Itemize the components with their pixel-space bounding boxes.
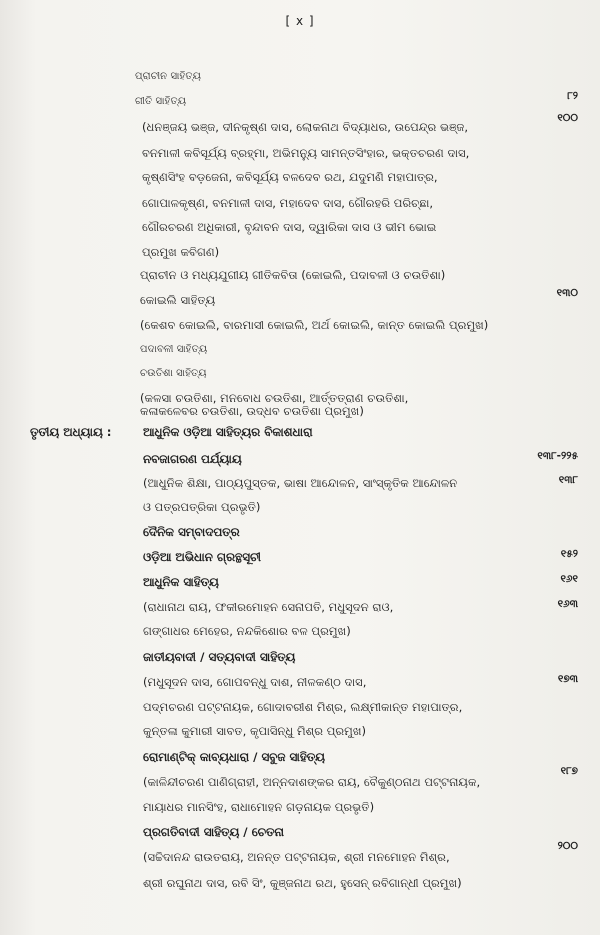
toc-entry: (କଳସା ଚଉତିଶା, ମନବୋଧ ଚଉତିଶା, ଆର୍ତ୍ତତ୍ରାଣ ଚଉତିଶା, bbox=[140, 391, 409, 405]
toc-heading: ରୋମାଣ୍ଟିକ୍ କାବ୍ୟଧାରା / ସବୁଜ ସାହିତ୍ୟ bbox=[143, 750, 325, 764]
toc-entry: କୋଇଲି ସାହିତ୍ୟ bbox=[140, 293, 216, 307]
toc-entry: ଗୌରଚରଣ ଅଧିକାରୀ, ବୃନ୍ଦାବନ ଦାସ, ଦ୍ୱାରିକା ଦାସ ଓ ଭୀମ ଭୋଇ bbox=[142, 220, 437, 234]
page-number: ୧୩୦ bbox=[556, 287, 578, 299]
page-number: ୨୦୦ bbox=[557, 840, 578, 852]
toc-heading: ଓଡ଼ିଆ ଅଭିଧାନ ଗ୍ରନ୍ଥସୂଚୀ bbox=[143, 550, 261, 564]
page-number: ୧୭୩ bbox=[557, 673, 578, 685]
toc-heading: ଜାତୀୟବାଦୀ / ସତ୍ୟବାଦୀ ସାହିତ୍ୟ bbox=[143, 650, 296, 664]
toc-entry: ପ୍ରାଚୀନ ଓ ମଧ୍ୟଯୁଗୀୟ ଗୀତିକବିତା (କୋଇଲି, ପଦାବଳୀ ଓ ଚଉତିଶା) bbox=[140, 268, 446, 282]
page-number: ୧୬୩ bbox=[557, 598, 578, 610]
toc-heading: ଦୈନିକ ସମ୍ବାଦପତ୍ର bbox=[143, 525, 240, 539]
chapter-title: ଆଧୁନିକ ଓଡ଼ିଆ ସାହିତ୍ୟର ବିକାଶଧାରା bbox=[143, 425, 313, 439]
toc-heading: ଆଧୁନିକ ସାହିତ୍ୟ bbox=[143, 575, 219, 589]
toc-entry: ଚଉତିଶା ସାହିତ୍ୟ bbox=[140, 368, 207, 379]
toc-entry: ବନମାଳୀ କବିସୂର୍ଯ୍ୟ ବ୍ରହ୍ମା, ଅଭିମନ୍ୟୁ ସାମନ୍ତସିଂହାର, ଭକ୍ତଚରଣ ଦାସ, bbox=[142, 146, 470, 160]
toc-entry: କୃଷ୍ଣସିଂହ ବଡ଼ଜେନା, କବିସୂର୍ଯ୍ୟ ବଳଦେବ ରଥ, ଯଦୁମଣି ମହାପାତ୍ର, bbox=[142, 170, 438, 184]
toc-entry: (ଆଧୁନିକ ଶିକ୍ଷା, ପାଠ୍ୟପୁସ୍ତକ, ଭାଷା ଆନ୍ଦୋଳନ, ସାଂସ୍କୃତିକ ଆନ୍ଦୋଳନ bbox=[143, 476, 458, 490]
toc-entry: ଗଙ୍ଗାଧର ମେହେର, ନନ୍ଦକିଶୋର ବଳ ପ୍ରମୁଖ) bbox=[143, 624, 351, 638]
toc-entry: ପ୍ରାଚୀନ ସାହିତ୍ୟ bbox=[135, 71, 202, 82]
toc-entry: ଓ ପତ୍ରପତ୍ରିକା ପ୍ରଭୃତି) bbox=[143, 500, 261, 514]
toc-entry: (କାଳିନ୍ଦୀଚରଣ ପାଣିଗ୍ରାହୀ, ଅନ୍ନଦାଶଙ୍କର ରାୟ, ବୈକୁଣ୍ଠନାଥ ପଟ୍ଟନାୟକ, bbox=[143, 775, 481, 789]
page-number: ୧୦୦ bbox=[557, 112, 578, 124]
toc-entry: (କେଶବ କୋଇଲି, ବାରମାସୀ କୋଇଲି, ଅର୍ଥ କୋଇଲି, କାନ୍ତ କୋଇଲି ପ୍ରମୁଖ) bbox=[140, 318, 489, 332]
page-number: ୧୩୮ bbox=[558, 474, 578, 486]
toc-entry: (ମଧୁସୂଦନ ଦାସ, ଗୋପବନ୍ଧୁ ଦାଶ, ନୀଳକଣ୍ଠ ଦାସ, bbox=[143, 675, 367, 689]
toc-entry: (ଧନଞ୍ଜୟ ଭଞ୍ଜ, ଦୀନକୃଷ୍ଣ ଦାସ, ଲୋକନାଥ ବିଦ୍ୟାଧର, ଉପେନ୍ଦ୍ର ଭଞ୍ଜ, bbox=[142, 120, 469, 134]
toc-entry: (ସଚ୍ଚିଦାନନ୍ଦ ରାଉତରାୟ, ଅନନ୍ତ ପଟ୍ଟନାୟକ, ଶ୍ରୀ ମନମୋହନ ମିଶ୍ର, bbox=[143, 850, 450, 864]
toc-entry: ଗୋପାଳକୃଷ୍ଣ, ବନମାଳୀ ଦାସ, ମହାଦେବ ଦାସ, ଗୌରହରି ପରିଚ୍ଛା, bbox=[142, 196, 434, 210]
toc-entry: କଳାକଳେବର ଚଉତିଶା, ଉଦ୍ଧବ ଚଉତିଶା ପ୍ରମୁଖ) bbox=[140, 404, 364, 418]
toc-heading: ପ୍ରଗତିବାଦୀ ସାହିତ୍ୟ / ଚେତନା bbox=[143, 825, 284, 839]
page-folio: [ x ] bbox=[285, 14, 315, 28]
chapter-label: ତୃତୀୟ ଅଧ୍ୟାୟ : bbox=[30, 425, 112, 439]
toc-entry: ପଦ୍ମଚରଣ ପଟ୍ଟନାୟକ, ଗୋଦାବରୀଶ ମିଶ୍ର, ଲକ୍ଷ୍ମୀକାନ୍ତ ମହାପାତ୍ର, bbox=[143, 700, 463, 714]
toc-entry: କୁନ୍ତଳା କୁମାରୀ ସାବତ, କୃପାସିନ୍ଧୁ ମିଶ୍ର ପ୍ରମୁଖ) bbox=[143, 724, 367, 738]
toc-entry: ଗୀତି ସାହିତ୍ୟ bbox=[135, 96, 187, 107]
toc-entry: ଶ୍ରୀ ରଘୁନାଥ ଦାସ, ରବି ସିଂ, କୁଞ୍ଜନାଥ ରଥ, ହୁସେନ୍ ରବିଗାନ୍ଧୀ ପ୍ରମୁଖ) bbox=[143, 876, 462, 890]
toc-heading: ନବଜାଗରଣ ପର୍ଯ୍ୟାୟ bbox=[143, 452, 242, 466]
page-number: ୧୫୨ bbox=[560, 548, 578, 560]
page-number: ୧୩୮-୨୨୫ bbox=[537, 450, 578, 462]
toc-entry: ପ୍ରମୁଖ କବିଗଣ) bbox=[142, 245, 220, 259]
page-number: ୮୨ bbox=[567, 90, 578, 102]
toc-entry: ପଦାବଳୀ ସାହିତ୍ୟ bbox=[140, 344, 208, 355]
page-number: ୧୮୭ bbox=[560, 765, 578, 777]
page-number: ୧୬୧ bbox=[560, 573, 578, 585]
toc-entry: (ରାଧାନାଥ ରାୟ, ଫକୀରମୋହନ ସେନାପତି, ମଧୁସୂଦନ ରାଓ, bbox=[143, 600, 394, 614]
toc-entry: ମାୟାଧର ମାନସିଂହ, ରାଧାମୋହନ ଗଡ଼ନାୟକ ପ୍ରଭୃତି) bbox=[143, 800, 375, 814]
